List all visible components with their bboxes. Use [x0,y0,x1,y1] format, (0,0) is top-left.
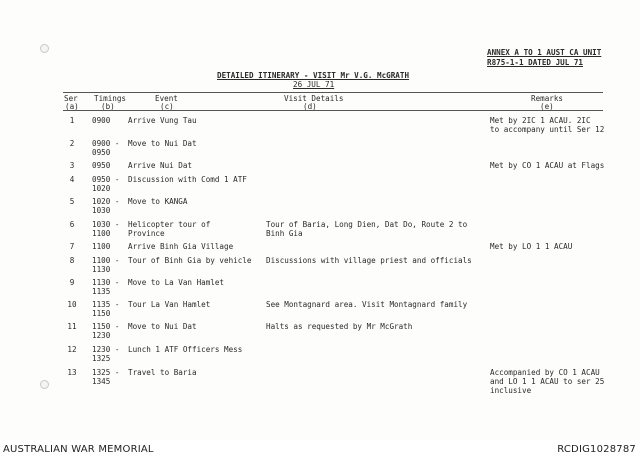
cell-timing: 1130 - 1135 [92,278,120,296]
cell-timing: 1325 - 1345 [92,368,120,386]
cell-ser: 7 [69,242,75,251]
cell-event: Move to KANGA [128,197,188,206]
col-sub-a: (a) [65,102,79,111]
header-bottom-rule [63,110,603,111]
table-row [0,368,640,398]
cell-event: Move to Nui Dat [128,322,197,331]
cell-ser: 12 [67,345,77,354]
cell-timing: 0900 [92,116,111,125]
cell-timing: 1135 - 1150 [92,300,120,318]
cell-remarks: Met by CO 1 ACAU at Flags [490,161,605,170]
cell-timing: 1100 [92,242,111,251]
cell-event: Move to La Van Hamlet [128,278,225,287]
col-header-event: Event [155,94,178,103]
cell-ser: 13 [67,368,77,377]
cell-details: Tour of Baria, Long Dien, Dat Do, Route 2 to Binh Gia [266,220,468,238]
cell-ser: 9 [69,278,75,287]
archive-credit: AUSTRALIAN WAR MEMORIAL [3,444,154,455]
punch-hole [40,44,49,53]
cell-details: Discussions with village priest and officials [266,256,472,265]
cell-event: Lunch 1 ATF Officers Mess [128,345,243,354]
cell-details: Halts as requested by Mr McGrath [266,322,413,331]
cell-details: See Montagnard area. Visit Montagnard family [266,300,468,309]
col-sub-b: (b) [101,102,115,111]
cell-ser: 1 [69,116,75,125]
cell-event: Discussion with Comd 1 ATF [128,175,247,184]
cell-ser: 2 [69,139,75,148]
col-header-remarks: Remarks [531,94,564,103]
cell-timing: 1020 - 1030 [92,197,120,215]
archive-id: RCDIG1028787 [557,444,636,455]
col-sub-e: (e) [540,102,554,111]
cell-timing: 1100 - 1130 [92,256,120,274]
cell-ser: 10 [67,300,77,309]
cell-remarks: Met by 2IC 1 ACAU. 2IC to accompany until Ser 12 [490,116,605,134]
cell-timing: 0950 [92,161,111,170]
cell-timing: 1150 - 1230 [92,322,120,340]
cell-ser: 4 [69,175,75,184]
cell-timing: 0950 - 1020 [92,175,120,193]
cell-remarks: Accompanied by CO 1 ACAU and LO 1 1 ACAU to ser 25 inclusive [490,368,605,395]
cell-timing: 1030 - 1100 [92,220,120,238]
cell-timing: 0900 - 0950 [92,139,120,157]
cell-ser: 3 [69,161,75,170]
cell-event: Tour La Van Hamlet [128,300,211,309]
col-header-timings: Timings [94,94,127,103]
annex-heading: ANNEX A TO 1 AUST CA UNIT [487,48,602,57]
cell-event: Arrive Binh Gia Village [128,242,234,251]
col-sub-c: (c) [160,102,174,111]
cell-ser: 11 [67,322,77,331]
cell-event: Move to Nui Dat [128,139,197,148]
cell-event: Helicopter tour of Province [128,220,211,238]
header-top-rule [63,92,603,93]
document-title: DETAILED ITINERARY - VISIT Mr V.G. McGRATH [217,71,410,80]
cell-ser: 8 [69,256,75,265]
document-date: 26 JUL 71 [293,80,335,89]
col-header-visit-details: Visit Details [284,94,344,103]
col-header-ser: Ser [64,94,78,103]
col-sub-d: (d) [303,102,317,111]
cell-event: Tour of Binh Gia by vehicle [128,256,252,265]
cell-ser: 5 [69,197,75,206]
cell-event: Arrive Nui Dat [128,161,193,170]
cell-timing: 1230 - 1325 [92,345,120,363]
cell-event: Arrive Vung Tau [128,116,197,125]
cell-event: Travel to Baria [128,368,197,377]
reference-line: R875-1-1 DATED JUL 71 [487,58,584,67]
cell-ser: 6 [69,220,75,229]
cell-remarks: Met by LO 1 1 ACAU [490,242,573,251]
